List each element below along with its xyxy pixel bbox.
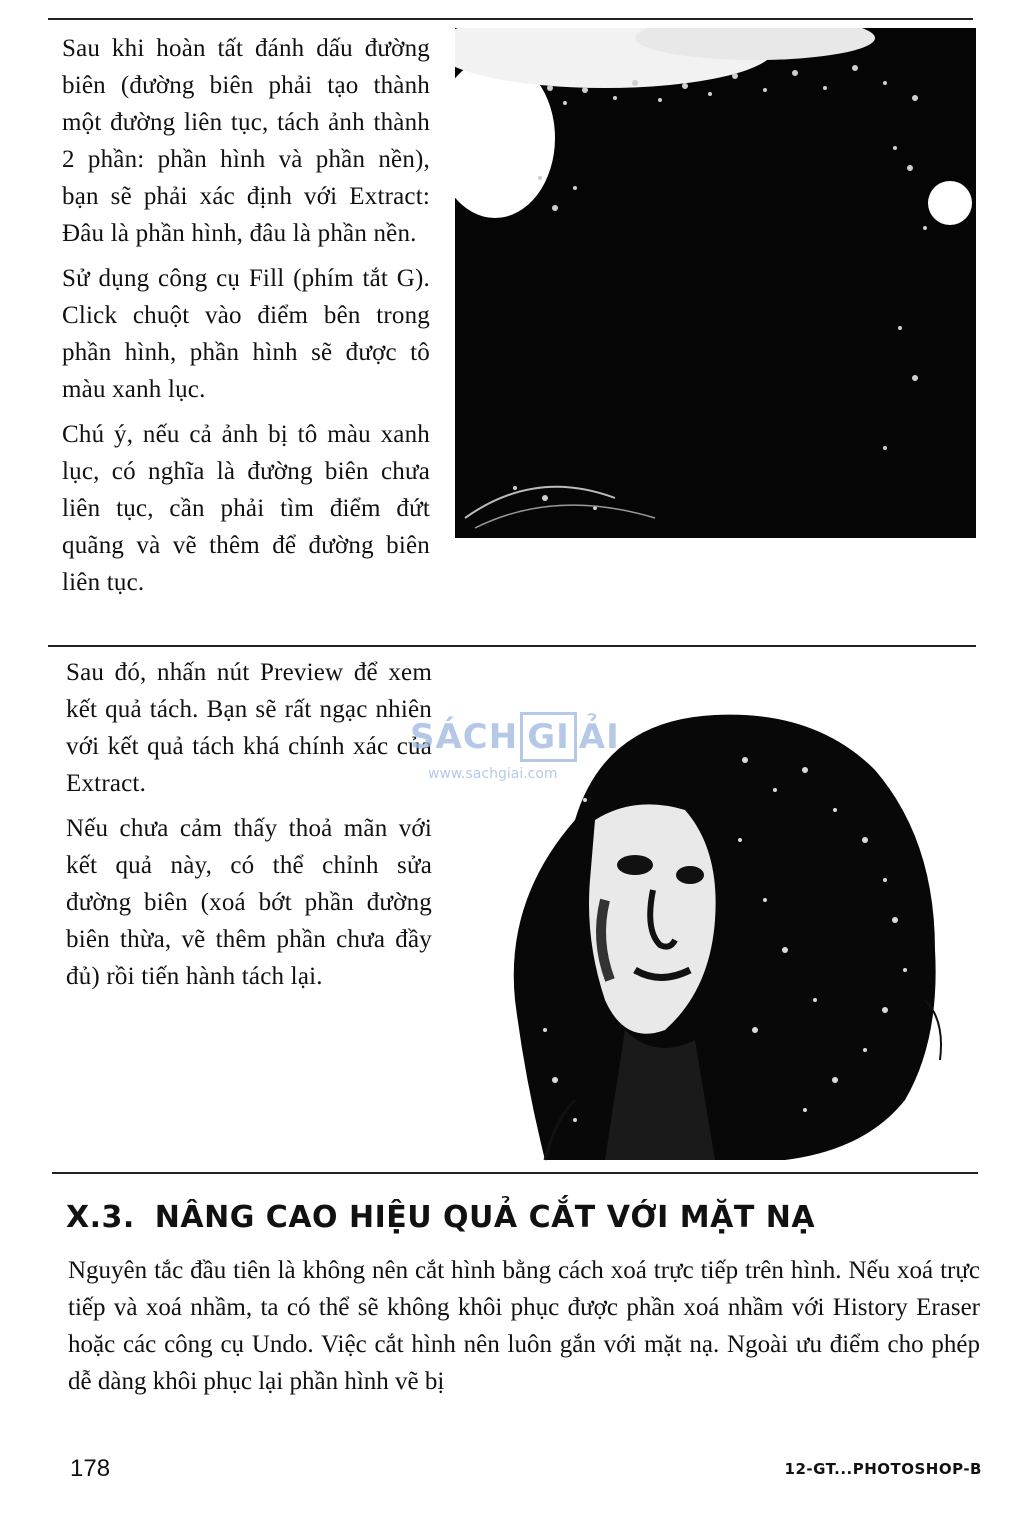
watermark-url: www.sachgiai.com [428, 766, 558, 782]
section-heading [66, 1200, 815, 1235]
footer-code: 12-GT...PHOTOSHOP-B [784, 1460, 982, 1478]
extract-preview-photo [485, 700, 955, 1165]
section2-paragraph-1: Sau đó, nhấn nút Preview để xem kết quả tách. Bạn sẽ rất ngạc nhiên với kết quả tách khá chính xác của Extract. [66, 659, 432, 797]
section1-paragraph-2: Sử dụng công cụ Fill (phím tắt G). Click chuột vào điểm bên trong phần hình, phần hình sẽ được tô màu xanh lục. [62, 265, 430, 403]
section1-paragraph-1: Sau khi hoàn tất đánh dấu đường biên (đường biên phải tạo thành một đường liên tục, tách ảnh thành 2 phần: phần hình và phần nền), bạn sẽ phải xác định với Extract: Đâu là phần hình, đâu là phần nền. [62, 35, 430, 247]
section1-paragraph-3: Chú ý, nếu cả ảnh bị tô màu xanh lục, có nghĩa là đường biên chưa liên tục, cần phải tìm điểm đứt quãng và vẽ thêm để đường biên liên tục. [62, 421, 430, 596]
page-number: 178 [70, 1455, 111, 1482]
section2-text [66, 654, 432, 1003]
section2-paragraph-2: Nếu chưa cảm thấy thoả mãn với kết quả này, có thể chỉnh sửa đường biên (xoá bớt phần đường biên thừa, vẽ thêm phần chưa đầy đủ) rồi tiến hành tách lại. [66, 815, 432, 990]
watermark-logo-right: ẢI [578, 717, 620, 757]
top-rule [48, 18, 973, 20]
extract-fill-photo [455, 28, 976, 538]
section-number: X.3. [66, 1200, 135, 1235]
section-title: NÂNG CAO HIỆU QUẢ CẮT VỚI MẶT NẠ [154, 1200, 816, 1235]
lower-rule [52, 1172, 978, 1174]
section1-text [62, 30, 430, 609]
watermark-logo-box: GI [520, 712, 577, 762]
middle-rule [48, 645, 976, 647]
watermark-logo-left: SÁCH [410, 717, 519, 757]
body-paragraph: Nguyên tắc đầu tiên là không nên cắt hình bằng cách xoá trực tiếp trên hình. Nếu xoá trực tiếp và xoá nhầm, ta có thể sẽ không khôi phục được phần xoá nhầm với History Eraser hoặc các công cụ Undo. Việc cắt hình nên luôn gắn với mặt nạ. Ngoài ưu điểm cho phép dễ dàng khôi phục lại phần hình vẽ bị [68, 1257, 980, 1395]
